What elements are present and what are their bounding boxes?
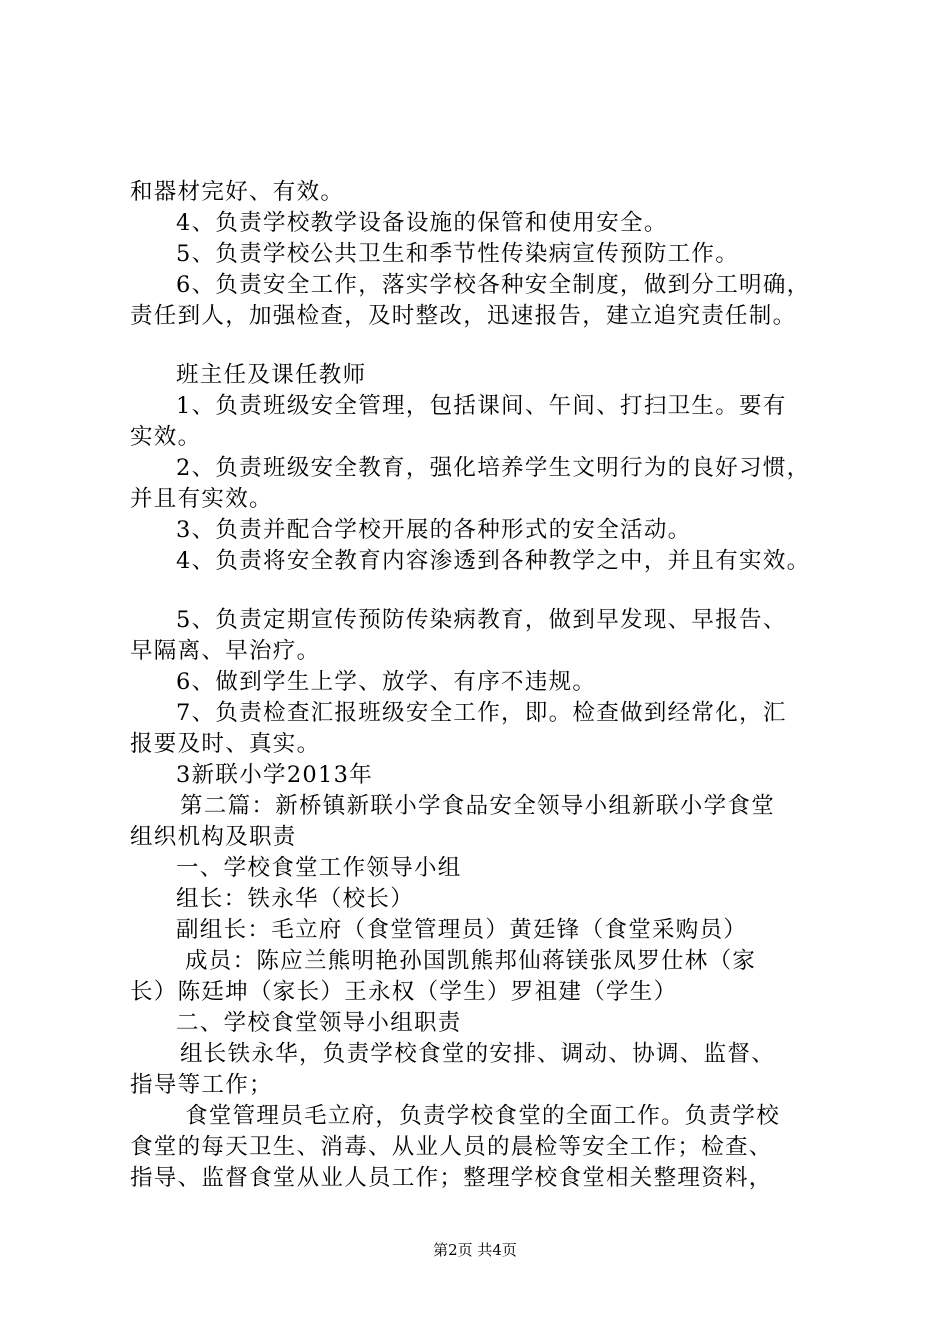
body-line: 指导、监督食堂从业人员工作；整理学校食堂相关整理资料， bbox=[130, 1165, 773, 1191]
body-line: 7、负责检查汇报班级安全工作，即。检查做到经常化，汇 bbox=[176, 700, 787, 726]
body-line: 长）陈廷坤（家长）王永权（学生）罗祖建（学生） bbox=[130, 979, 678, 1005]
body-line: 和器材完好、有效。 bbox=[130, 179, 345, 205]
section-heading: 班主任及课任教师 bbox=[176, 362, 367, 388]
body-line: 组长铁永华，负责学校食堂的安排、调动、协调、监督、 bbox=[180, 1041, 776, 1067]
body-line: 1、负责班级安全管理，包括课间、午间、打扫卫生。要有 bbox=[176, 393, 787, 419]
body-line: 5、负责定期宣传预防传染病教育，做到早发现、早报告、 bbox=[176, 607, 787, 633]
body-line: 3、负责并配合学校开展的各种形式的安全活动。 bbox=[176, 517, 692, 543]
body-line: 3新联小学2013年 bbox=[176, 762, 374, 788]
section-heading: 二、学校食堂领导小组职责 bbox=[176, 1010, 462, 1036]
body-line: 副组长：毛立府（食堂管理员）黄廷锋（食堂采购员） bbox=[176, 917, 748, 943]
body-line: 成员：陈应兰熊明艳孙国凯熊邦仙蒋镁张凤罗仕林（家 bbox=[185, 948, 757, 974]
section-heading: 一、学校食堂工作领导小组 bbox=[176, 855, 462, 881]
body-line: 6、负责安全工作，落实学校各种安全制度，做到分工明确， bbox=[176, 272, 811, 298]
body-line: 报要及时、真实。 bbox=[130, 731, 321, 757]
chapter-title: 第二篇：新桥镇新联小学食品安全领导小组新联小学食堂 bbox=[180, 793, 776, 819]
body-line: 4、负责将安全教育内容渗透到各种教学之中，并且有实效。 bbox=[176, 548, 811, 574]
page-footer: 第2页 共4页 bbox=[433, 1241, 517, 1259]
body-line: 6、做到学生上学、放学、有序不违规。 bbox=[176, 669, 597, 695]
body-line: 组长：铁永华（校长） bbox=[176, 886, 415, 912]
body-line: 食堂的每天卫生、消毒、从业人员的晨检等安全工作；检查、 bbox=[130, 1134, 773, 1160]
body-line: 指导等工作； bbox=[130, 1072, 273, 1098]
chapter-title: 组织机构及职责 bbox=[130, 824, 297, 850]
body-line: 2、负责班级安全教育，强化培养学生文明行为的良好习惯， bbox=[176, 455, 811, 481]
body-line: 5、负责学校公共卫生和季节性传染病宣传预防工作。 bbox=[176, 241, 740, 267]
body-line: 4、负责学校教学设备设施的保管和使用安全。 bbox=[176, 210, 668, 236]
body-line: 责任到人，加强检查，及时整改，迅速报告，建立追究责任制。 bbox=[130, 303, 797, 329]
body-line: 实效。 bbox=[130, 424, 202, 450]
body-line: 并且有实效。 bbox=[130, 486, 273, 512]
body-line: 食堂管理员毛立府，负责学校食堂的全面工作。负责学校 bbox=[185, 1103, 781, 1129]
body-line: 早隔离、早治疗。 bbox=[130, 638, 321, 664]
